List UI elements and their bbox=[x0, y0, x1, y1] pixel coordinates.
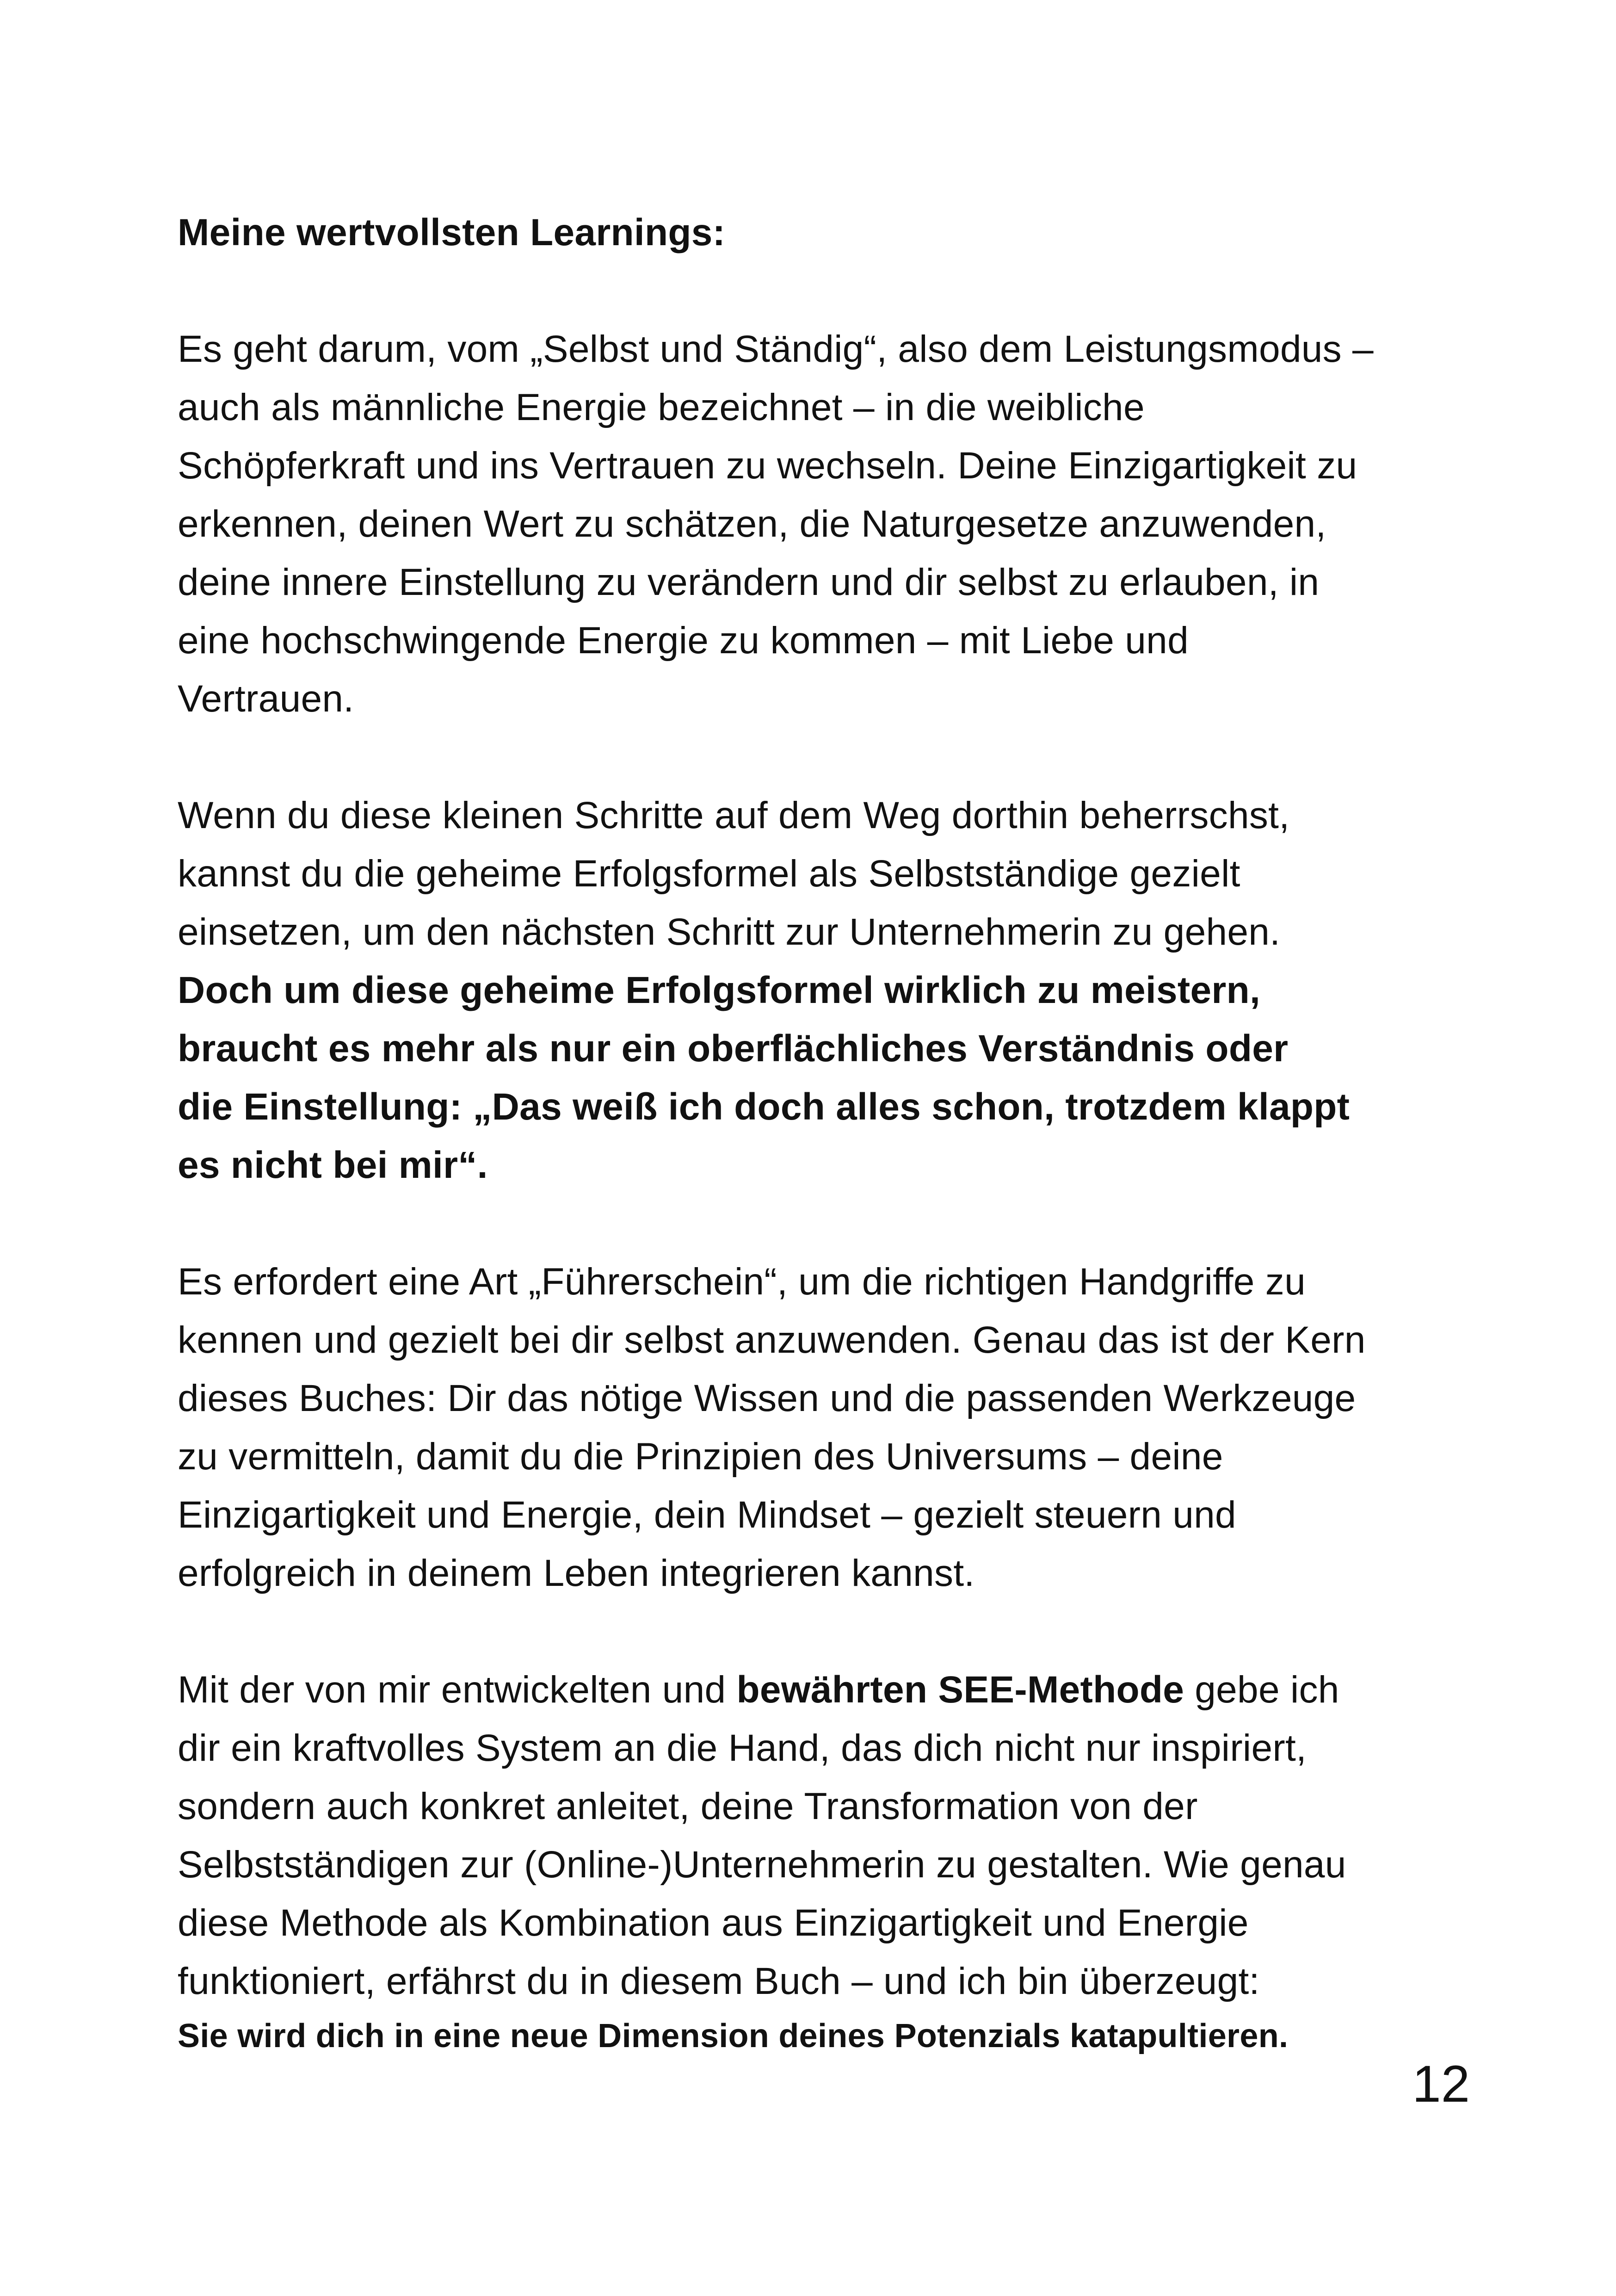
bold-text-line: die Einstellung: „Das weiß ich doch alles schon, trotzdem klappt bbox=[178, 1086, 1350, 1128]
text-line: deine innere Einstellung zu verändern und dir selbst zu erlauben, in bbox=[178, 561, 1320, 603]
text-line: erkennen, deinen Wert zu schätzen, die Naturgesetze anzuwenden, bbox=[178, 503, 1326, 545]
text-line: auch als männliche Energie bezeichnet – in die weibliche bbox=[178, 386, 1145, 428]
text-line: einsetzen, um den nächsten Schritt zur Unternehmerin zu gehen. bbox=[178, 911, 1281, 953]
text-line: Schöpferkraft und ins Vertrauen zu wechseln. Deine Einzigartigkeit zu bbox=[178, 445, 1357, 487]
text-line bbox=[178, 1661, 1454, 1719]
text-span: Mit der von mir entwickelten und bbox=[178, 1669, 737, 1711]
paragraph-4 bbox=[178, 1661, 1454, 2061]
text-line: zu vermitteln, damit du die Prinzipien des Universums – deine bbox=[178, 1436, 1223, 1478]
paragraph-2 bbox=[178, 786, 1454, 1194]
text-line: dir ein kraftvolles System an die Hand, das dich nicht nur inspiriert, bbox=[178, 1727, 1307, 1769]
text-line: erfolgreich in deinem Leben integrieren kannst. bbox=[178, 1552, 975, 1594]
text-line: kannst du die geheime Erfolgsformel als Selbstständige gezielt bbox=[178, 853, 1240, 895]
closing-statement: Sie wird dich in eine neue Dimension deines Potenzials katapultieren. bbox=[178, 2018, 1289, 2055]
text-line: eine hochschwingende Energie zu kommen – mit Liebe und bbox=[178, 619, 1189, 662]
text-span: gebe ich bbox=[1184, 1669, 1339, 1711]
text-line: diese Methode als Kombination aus Einzigartigkeit und Energie bbox=[178, 1902, 1249, 1944]
text-line: dieses Buches: Dir das nötige Wissen und die passenden Werkzeuge bbox=[178, 1377, 1356, 1419]
bold-text-line: braucht es mehr als nur ein oberflächliches Verständnis oder bbox=[178, 1027, 1289, 1070]
page-content bbox=[178, 204, 1454, 2061]
text-line: Es erfordert eine Art „Führerschein“, um die richtigen Handgriffe zu bbox=[178, 1261, 1306, 1303]
bold-text-line: Doch um diese geheime Erfolgsformel wirklich zu meistern, bbox=[178, 969, 1261, 1011]
text-line: Es geht darum, vom „Selbst und Ständig“, also dem Leistungsmodus – bbox=[178, 328, 1374, 370]
section-heading: Meine wertvollsten Learnings: bbox=[178, 211, 726, 254]
bold-text-line: es nicht bei mir“. bbox=[178, 1144, 488, 1186]
text-line: Wenn du diese kleinen Schritte auf dem Weg dorthin beherrschst, bbox=[178, 794, 1290, 836]
text-line: Einzigartigkeit und Energie, dein Mindset – gezielt steuern und bbox=[178, 1494, 1236, 1536]
see-method-emphasis: bewährten SEE-Methode bbox=[736, 1669, 1184, 1711]
paragraph-1 bbox=[178, 320, 1454, 728]
page-number: 12 bbox=[1412, 2055, 1470, 2113]
text-line: Selbstständigen zur (Online-)Unternehmerin zu gestalten. Wie genau bbox=[178, 1844, 1346, 1886]
text-line: funktioniert, erfährst du in diesem Buch – und ich bin überzeugt: bbox=[178, 1960, 1260, 2002]
text-line: Vertrauen. bbox=[178, 678, 354, 720]
text-line: kennen und gezielt bei dir selbst anzuwenden. Genau das ist der Kern bbox=[178, 1319, 1366, 1361]
text-line: sondern auch konkret anleitet, deine Transformation von der bbox=[178, 1785, 1198, 1827]
paragraph-3 bbox=[178, 1253, 1454, 1603]
